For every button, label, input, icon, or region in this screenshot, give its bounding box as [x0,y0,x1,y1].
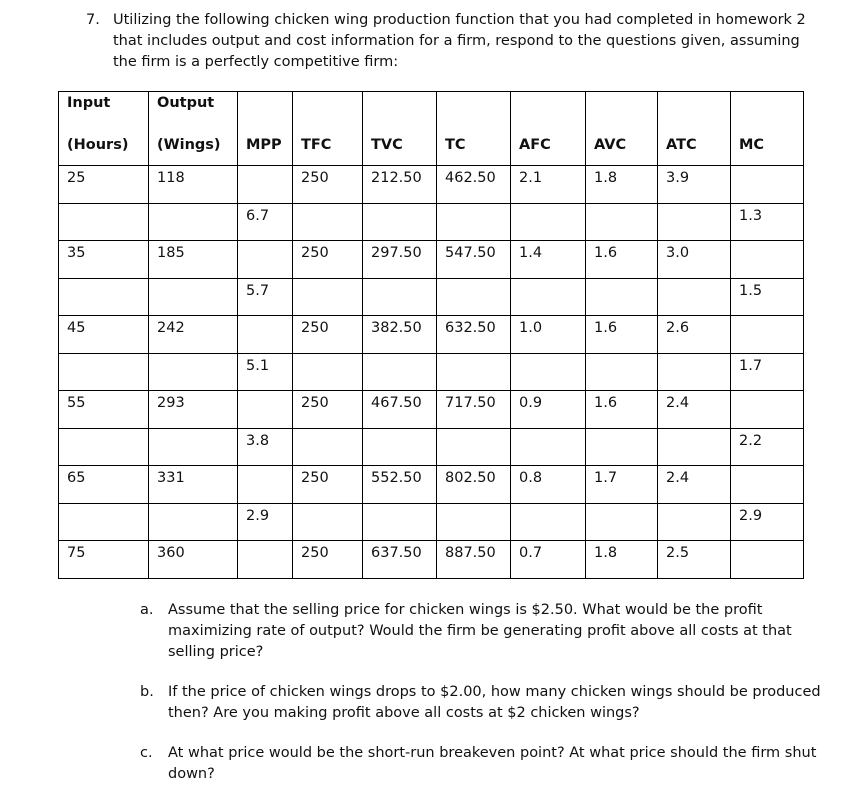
table-cell: 3.8 [238,428,293,466]
table-cell: 0.7 [511,541,586,579]
table-cell [731,391,804,429]
table-cell: 1.6 [586,391,658,429]
table-row [59,203,804,241]
table-cell [731,166,804,204]
subquestion-b [140,682,830,724]
subquestion-letter: a. [140,602,154,618]
table-cell: 2.9 [238,503,293,541]
table-cell: 250 [293,166,363,204]
table-cell: 637.50 [363,541,437,579]
table-cell [238,466,293,504]
table-cell [658,428,731,466]
header-row-1 [59,92,804,128]
table-cell [658,203,731,241]
table-cell: 35 [59,241,149,279]
table-cell [363,278,437,316]
header-cell: (Wings) [149,128,238,166]
table-row [59,541,804,579]
table-cell: 3.0 [658,241,731,279]
table-cell [59,353,149,391]
table-cell [59,503,149,541]
table-cell [59,278,149,316]
table-cell: 2.4 [658,391,731,429]
table-cell [149,503,238,541]
subquestion-list [140,600,830,804]
table-cell [149,203,238,241]
subquestion-text: If the price of chicken wings drops to $2.00, how many chicken wings should be produced then? Are you making profit above all costs at $2 chicken wings? [168,684,821,721]
header-cell: TC [437,128,511,166]
table-cell: 0.8 [511,466,586,504]
header-cell: AFC [511,128,586,166]
table-cell [149,278,238,316]
table-cell [437,203,511,241]
table-cell [363,428,437,466]
table-row [59,503,804,541]
header-cell: TFC [293,128,363,166]
table-cell: 6.7 [238,203,293,241]
header-cell: MC [731,128,804,166]
table-cell [586,278,658,316]
table-row [59,166,804,204]
table-cell [437,353,511,391]
table-cell: 250 [293,316,363,354]
table-cell [238,166,293,204]
table-row [59,316,804,354]
table-cell [59,428,149,466]
header-cell: ATC [658,128,731,166]
table-cell [731,466,804,504]
table-cell [586,428,658,466]
table-cell [511,503,586,541]
table-cell [511,353,586,391]
table-cell [238,391,293,429]
table-cell [363,203,437,241]
subquestion-letter: c. [140,745,153,761]
table-row [59,466,804,504]
table-cell [511,203,586,241]
table-cell: 5.1 [238,353,293,391]
table-row [59,241,804,279]
table-cell: 462.50 [437,166,511,204]
table-cell: 297.50 [363,241,437,279]
header-cell [238,92,293,128]
header-cell [293,92,363,128]
table-cell: 185 [149,241,238,279]
table-cell [293,428,363,466]
header-cell: Input [59,92,149,128]
question-7 [86,10,826,73]
table-cell: 1.6 [586,241,658,279]
table-cell: 293 [149,391,238,429]
table-cell: 1.3 [731,203,804,241]
subquestion-letter: b. [140,684,154,700]
header-cell [511,92,586,128]
table-cell: 360 [149,541,238,579]
table-cell: 250 [293,541,363,579]
table-cell [511,428,586,466]
table-cell: 547.50 [437,241,511,279]
table-cell [658,503,731,541]
table-cell [363,503,437,541]
table-cell: 2.5 [658,541,731,579]
table-cell: 331 [149,466,238,504]
subquestion-text: At what price would be the short-run breakeven point? At what price should the firm shut down? [168,745,817,782]
table-cell: 45 [59,316,149,354]
table-cell [59,203,149,241]
table-cell: 75 [59,541,149,579]
table-cell: 0.9 [511,391,586,429]
table-cell: 2.6 [658,316,731,354]
table-cell: 55 [59,391,149,429]
table-cell: 250 [293,241,363,279]
table-cell [586,503,658,541]
question-text: Utilizing the following chicken wing production function that you had completed in homework 2 that includes output and cost information for a firm, respond to the questions given, assuming the firm is a perfectly competitive firm: [113,12,806,70]
table-cell: 2.1 [511,166,586,204]
header-cell: Output [149,92,238,128]
header-cell: (Hours) [59,128,149,166]
table-cell: 2.2 [731,428,804,466]
header-cell [437,92,511,128]
header-cell [586,92,658,128]
subquestion-text: Assume that the selling price for chicken wings is $2.50. What would be the profit maximizing rate of output? Would the firm be generating profit above all costs at that selling price? [168,602,792,660]
table-cell: 25 [59,166,149,204]
table-cell [293,503,363,541]
table-cell [731,541,804,579]
table-cell [731,241,804,279]
table-cell: 3.9 [658,166,731,204]
table-cell: 382.50 [363,316,437,354]
header-cell [363,92,437,128]
header-row-2 [59,128,804,166]
table-cell [238,316,293,354]
header-cell [658,92,731,128]
table-cell [437,503,511,541]
table-cell [511,278,586,316]
table-cell [293,203,363,241]
table-cell: 1.8 [586,166,658,204]
table-cell: 717.50 [437,391,511,429]
table-cell [238,541,293,579]
table-row [59,278,804,316]
table-cell: 552.50 [363,466,437,504]
subquestion-a [140,600,830,663]
table-cell: 242 [149,316,238,354]
table-cell: 1.5 [731,278,804,316]
table-cell: 1.4 [511,241,586,279]
table-row [59,428,804,466]
subquestion-c [140,743,830,785]
header-cell [731,92,804,128]
table-cell [586,203,658,241]
table-cell: 65 [59,466,149,504]
table-cell: 1.7 [586,466,658,504]
table-cell [586,353,658,391]
table-cell [149,353,238,391]
table-body [59,166,804,579]
table-cell [238,241,293,279]
table-cell [658,278,731,316]
table-cell: 2.4 [658,466,731,504]
table-cell [731,316,804,354]
header-cell: TVC [363,128,437,166]
table-cell [293,353,363,391]
table-cell: 250 [293,466,363,504]
question-number: 7. [86,12,100,28]
table-cell: 1.7 [731,353,804,391]
table-cell [363,353,437,391]
table-cell [437,278,511,316]
production-cost-table [58,91,804,579]
table-cell [149,428,238,466]
header-cell: MPP [238,128,293,166]
table-cell: 5.7 [238,278,293,316]
table-cell: 887.50 [437,541,511,579]
table-cell: 1.0 [511,316,586,354]
table-cell: 467.50 [363,391,437,429]
table-cell [437,428,511,466]
table-cell: 250 [293,391,363,429]
table-cell: 1.8 [586,541,658,579]
table-row [59,391,804,429]
table-cell [658,353,731,391]
table-cell: 1.6 [586,316,658,354]
table-cell: 212.50 [363,166,437,204]
table-cell: 118 [149,166,238,204]
table-cell: 2.9 [731,503,804,541]
header-cell: AVC [586,128,658,166]
table-row [59,353,804,391]
table-cell [293,278,363,316]
table-cell: 632.50 [437,316,511,354]
table-cell: 802.50 [437,466,511,504]
